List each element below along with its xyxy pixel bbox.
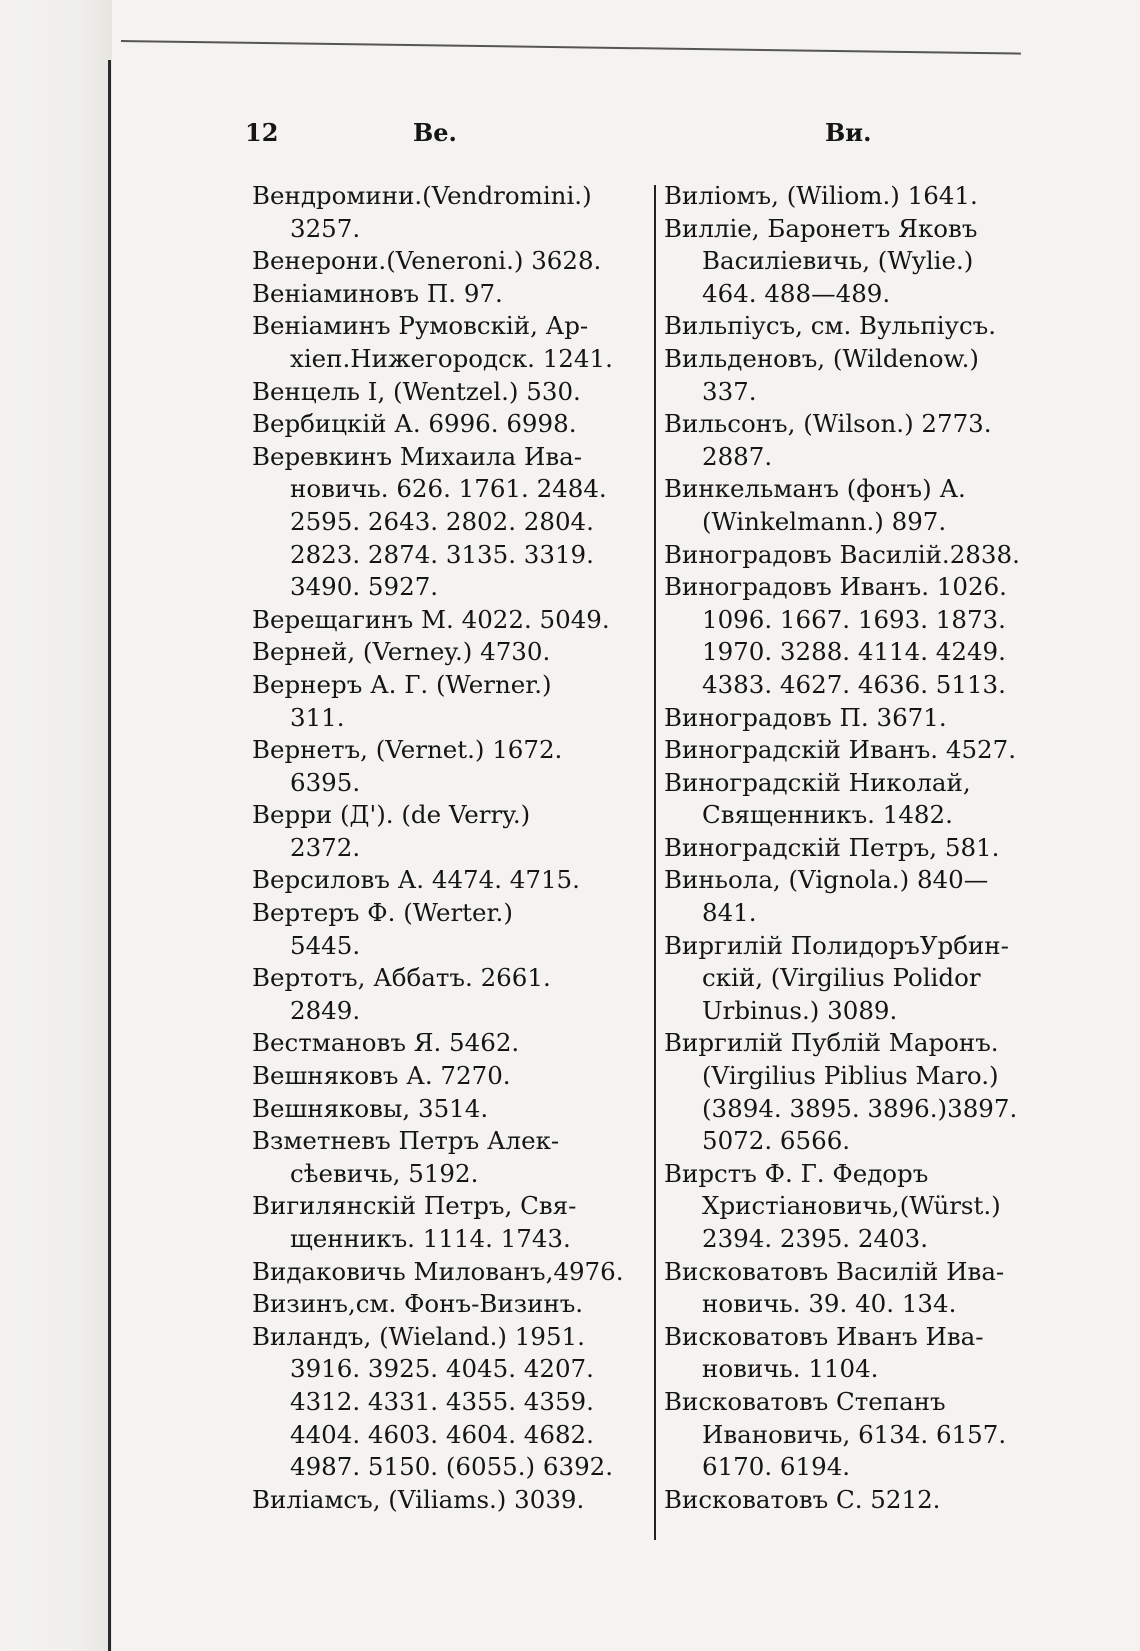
index-entry — [252, 1027, 644, 1060]
entry-heading-line: Виргилій ПолидоръУрбин- — [664, 930, 1009, 960]
entry-continuation-line: (Winkelmann.) 897. — [702, 506, 947, 536]
entry-heading-line: Виландъ, (Wieland.) 1951. — [252, 1321, 585, 1351]
entry-heading-line: Визинъ,см. Фонъ-Визинъ. — [252, 1289, 584, 1319]
entry-heading-line: Венцель I, (Wentzel.) 530. — [252, 376, 581, 406]
entry-heading-line: Вернеръ А. Г. (Werner.) — [252, 669, 552, 699]
entry-heading-line: Виноградскій Петръ, 581. — [664, 832, 1000, 862]
entry-heading-line: Вертеръ Ф. (Werter.) — [252, 898, 513, 928]
entry-continuation-line: 2394. 2395. 2403. — [702, 1224, 928, 1253]
entry-heading-line: Вернетъ, (Vernet.) 1672. — [252, 735, 563, 765]
entry-continuation-line: 6395. — [290, 767, 361, 797]
entry-continuation-line: Священникъ. 1482. — [702, 800, 953, 830]
index-entry — [664, 180, 1064, 213]
index-entry — [252, 441, 644, 604]
entry-continuation-line: 4987. 5150. (6055.) 6392. — [290, 1452, 614, 1482]
page-edge — [108, 60, 121, 1651]
entry-heading-line: Виноградовъ Василій.2838. — [664, 539, 1020, 569]
entry-continuation-line: 2595. 2643. 2802. 2804. — [290, 506, 594, 536]
left-column — [252, 180, 644, 1516]
index-entry — [664, 473, 1064, 538]
page-header — [245, 118, 1045, 158]
entry-continuation-line: 1970. 3288. 4114. 4249. — [702, 637, 1006, 667]
entry-continuation-line: сѣевичь, 5192. — [290, 1158, 479, 1188]
entry-heading-line: Веніаминовъ П. 97. — [252, 278, 503, 308]
entry-heading-line: Винкельманъ (фонъ) А. — [664, 474, 966, 504]
index-entry — [252, 1256, 644, 1289]
entry-continuation-line: 1096. 1667. 1693. 1873. — [702, 604, 1006, 634]
entry-heading-line: Висковатовъ Василій Ива- — [664, 1256, 1005, 1286]
entry-heading-line: Версиловъ А. 4474. 4715. — [252, 865, 580, 895]
index-entry — [252, 278, 644, 311]
entry-heading-line: Виноградовъ Иванъ. 1026. — [664, 572, 1007, 602]
entry-heading-line: Верри (Д'). (de Verry.) — [252, 800, 531, 830]
index-entry — [252, 1125, 644, 1190]
entry-heading-line: Виліомъ, (Wiliom.) 1641. — [664, 181, 978, 210]
index-entry — [252, 180, 644, 245]
index-entry — [664, 1158, 1064, 1256]
index-entry — [664, 1386, 1064, 1484]
header-right: Ви. — [825, 118, 872, 147]
entry-heading-line: Вертотъ, Аббатъ. 2661. — [252, 963, 551, 993]
entry-continuation-line: Urbinus.) 3089. — [702, 995, 898, 1025]
page-gutter — [0, 0, 112, 1651]
entry-continuation-line: 4312. 4331. 4355. 4359. — [290, 1386, 594, 1416]
page-number: 12 — [245, 118, 279, 147]
entry-heading-line: Венерони.(Veneroni.) 3628. — [252, 246, 602, 276]
entry-heading-line: Вешняковъ А. 7270. — [252, 1061, 511, 1091]
index-entry — [664, 930, 1064, 1028]
entry-continuation-line: Василіевичь, (Wylie.) — [702, 246, 974, 276]
entry-continuation-line: 2849. — [290, 995, 361, 1025]
entry-heading-line: Вербицкій А. 6996. 6998. — [252, 409, 577, 439]
index-entry — [664, 213, 1064, 311]
index-entry — [252, 962, 644, 1027]
index-entry — [664, 1027, 1064, 1157]
index-entry — [252, 636, 644, 669]
column-divider — [654, 185, 656, 1540]
index-entry — [664, 343, 1064, 408]
entry-continuation-line: новичь. 1104. — [702, 1354, 879, 1384]
index-entry — [252, 1093, 644, 1126]
entry-continuation-line: 464. 488—489. — [702, 278, 891, 308]
index-entry — [252, 1321, 644, 1484]
entry-continuation-line: 311. — [290, 702, 345, 732]
entry-continuation-line: Христіановичь,(Würst.) — [702, 1191, 1001, 1221]
index-entry — [664, 864, 1064, 929]
index-entry — [664, 734, 1064, 767]
index-entry — [252, 734, 644, 799]
entry-continuation-line: 2372. — [290, 832, 361, 862]
index-entry — [252, 1484, 644, 1517]
entry-heading-line: Виноградовъ П. 3671. — [664, 702, 947, 732]
index-entry — [664, 310, 1064, 343]
entry-continuation-line: 3916. 3925. 4045. 4207. — [290, 1354, 594, 1384]
entry-continuation-line: 5445. — [290, 930, 361, 960]
entry-continuation-line: 4404. 4603. 4604. 4682. — [290, 1419, 594, 1449]
entry-continuation-line: 4383. 4627. 4636. 5113. — [702, 669, 1006, 699]
entry-continuation-line: 2823. 2874. 3135. 3319. — [290, 539, 594, 569]
entry-continuation-line: 2887. — [702, 441, 773, 471]
entry-heading-line: Вигилянскій Петръ, Свя- — [252, 1191, 577, 1221]
index-entry — [252, 376, 644, 409]
entry-continuation-line: щенникъ. 1114. 1743. — [290, 1224, 571, 1253]
index-entry — [664, 539, 1064, 572]
index-entry — [252, 669, 644, 734]
entry-heading-line: Вилліе, Баронетъ Яковъ — [664, 213, 978, 243]
index-entry — [664, 1256, 1064, 1321]
right-column — [664, 180, 1064, 1516]
index-entry — [252, 799, 644, 864]
index-entry — [252, 1190, 644, 1255]
entry-continuation-line: 5072. 6566. — [702, 1126, 851, 1156]
entry-continuation-line: (Virgilius Piblius Maro.) — [702, 1061, 999, 1091]
entry-continuation-line: Ивановичь, 6134. 6157. — [702, 1419, 1007, 1449]
entry-heading-line: Виліамсъ, (Viliams.) 3039. — [252, 1484, 585, 1514]
index-entry — [252, 408, 644, 441]
entry-continuation-line: новичь. 39. 40. 134. — [702, 1289, 957, 1319]
entry-heading-line: Взметневъ Петръ Алек- — [252, 1126, 560, 1156]
index-entry — [252, 864, 644, 897]
entry-heading-line: Веніаминъ Румовскій, Ар- — [252, 311, 589, 341]
entry-continuation-line: новичь. 626. 1761. 2484. — [290, 474, 607, 504]
index-entry — [664, 1484, 1064, 1517]
entry-heading-line: Висковатовъ Степанъ — [664, 1386, 946, 1416]
header-left: Ве. — [413, 118, 457, 147]
index-entry — [664, 571, 1064, 701]
entry-heading-line: Веревкинъ Михаила Ива- — [252, 441, 582, 471]
entry-heading-line: Виньола, (Vignola.) 840— — [664, 865, 989, 895]
entry-heading-line: Висковатовъ Иванъ Ива- — [664, 1321, 984, 1351]
index-entry — [664, 408, 1064, 473]
entry-heading-line: Вешняковы, 3514. — [252, 1093, 489, 1123]
index-entry — [664, 702, 1064, 735]
entry-heading-line: Вестмановъ Я. 5462. — [252, 1028, 520, 1058]
entry-heading-line: Верещагинъ М. 4022. 5049. — [252, 604, 610, 634]
entry-heading-line: Вильсонъ, (Wilson.) 2773. — [664, 409, 992, 439]
entry-heading-line: Вирстъ Ф. Г. Федоръ — [664, 1158, 929, 1188]
entry-continuation-line: 3490. 5927. — [290, 572, 439, 602]
index-entry — [252, 310, 644, 375]
entry-continuation-line: хіеп.Нижегородск. 1241. — [290, 343, 613, 373]
index-entry — [252, 1060, 644, 1093]
entry-continuation-line: 3257. — [290, 213, 361, 243]
index-entry — [252, 604, 644, 637]
entry-heading-line: Виргилій Публій Маронъ. — [664, 1028, 999, 1058]
entry-heading-line: Вендромини.(Vendromini.) — [252, 181, 592, 210]
entry-continuation-line: 6170. 6194. — [702, 1452, 851, 1482]
entry-continuation-line: (3894. 3895. 3896.)3897. — [702, 1093, 1018, 1123]
entry-heading-line: Вильденовъ, (Wildenow.) — [664, 343, 979, 373]
index-entry — [252, 897, 644, 962]
entry-continuation-line: 337. — [702, 376, 757, 406]
entry-heading-line: Верней, (Verney.) 4730. — [252, 637, 551, 667]
entry-continuation-line: скій, (Virgilius Polidor — [702, 963, 981, 993]
index-entry — [664, 1321, 1064, 1386]
index-entry — [664, 832, 1064, 865]
index-entry — [664, 767, 1064, 832]
entry-heading-line: Висковатовъ С. 5212. — [664, 1484, 941, 1514]
entry-heading-line: Вильпіусъ, см. Вульпіусъ. — [664, 311, 997, 341]
index-entry — [252, 245, 644, 278]
entry-continuation-line: 841. — [702, 898, 757, 928]
index-entry — [252, 1288, 644, 1321]
entry-heading-line: Виноградскій Николай, — [664, 767, 971, 797]
entry-heading-line: Виноградскій Иванъ. 4527. — [664, 735, 1017, 765]
entry-heading-line: Видаковичь Милованъ,4976. — [252, 1256, 624, 1286]
